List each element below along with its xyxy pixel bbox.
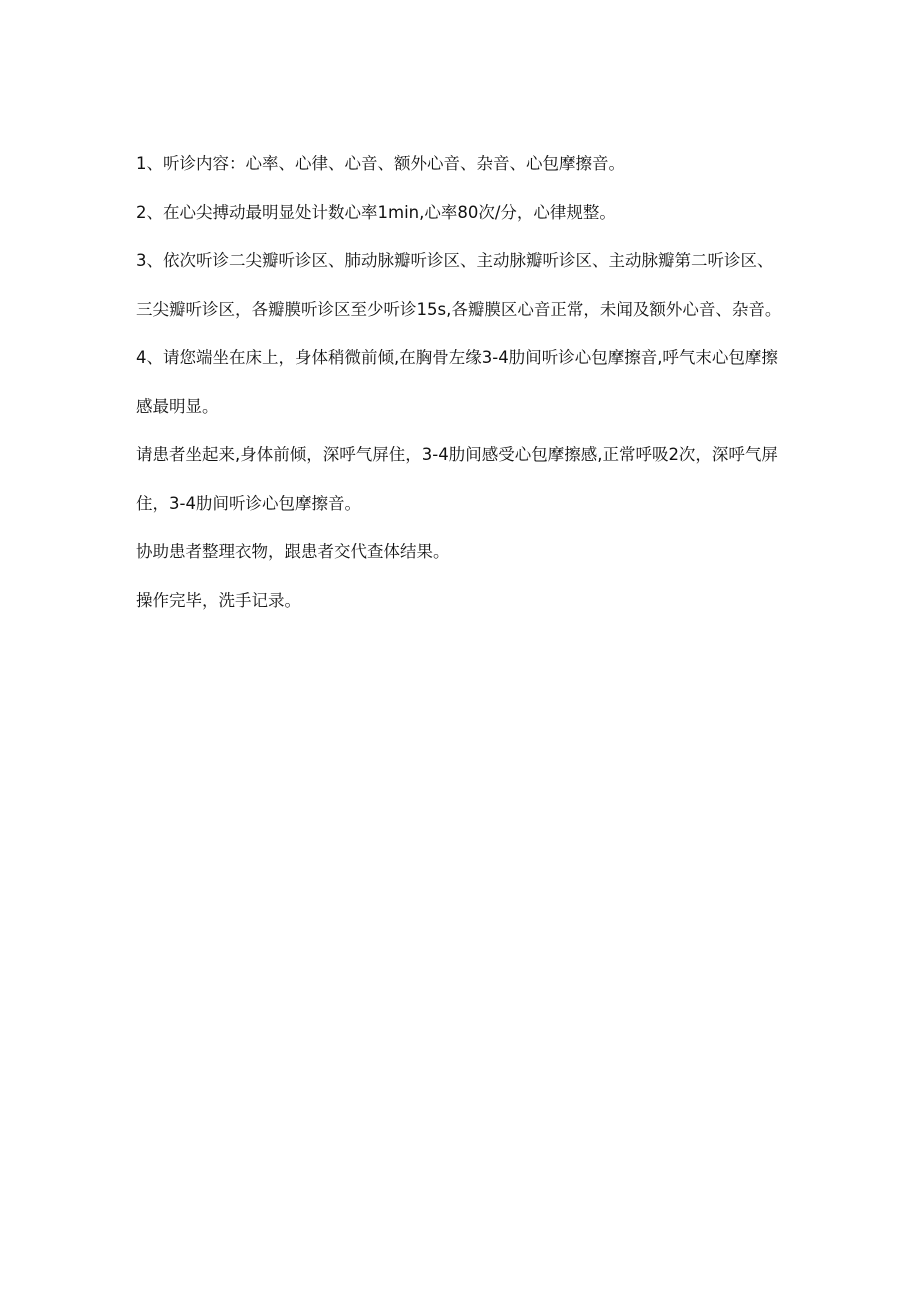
text-line-5: 4、请您端坐在床上，身体稍微前倾,在胸骨左缘3-4肋间听诊心包摩擦音,呼气末心包摩擦 <box>136 348 778 367</box>
text-line-3: 3、依次听诊二尖瓣听诊区、肺动脉瓣听诊区、主动脉瓣听诊区、主动脉瓣第二听诊区、 <box>136 251 774 270</box>
text-line-1: 1、听诊内容：心率、心律、心音、额外心音、杂音、心包摩擦音。 <box>136 154 625 173</box>
document-body <box>136 140 796 625</box>
text-line-2: 2、在心尖搏动最明显处计数心率1min,心率80次/分，心律规整。 <box>136 202 616 222</box>
text-line-7: 请患者坐起来,身体前倾，深呼气屏住，3-4肋间感受心包摩擦感,正常呼吸2次，深呼气屏 <box>136 445 778 464</box>
text-line-4: 三尖瓣听诊区，各瓣膜听诊区至少听诊15s,各瓣膜区心音正常，未闻及额外心音、杂音。 <box>136 299 782 319</box>
text-line-8: 住，3-4肋间听诊心包摩擦音。 <box>136 493 361 513</box>
text-line-9: 协助患者整理衣物，跟患者交代查体结果。 <box>136 542 450 561</box>
text-line-6: 感最明显。 <box>136 396 219 416</box>
text-line-10: 操作完毕，洗手记录。 <box>136 590 301 610</box>
